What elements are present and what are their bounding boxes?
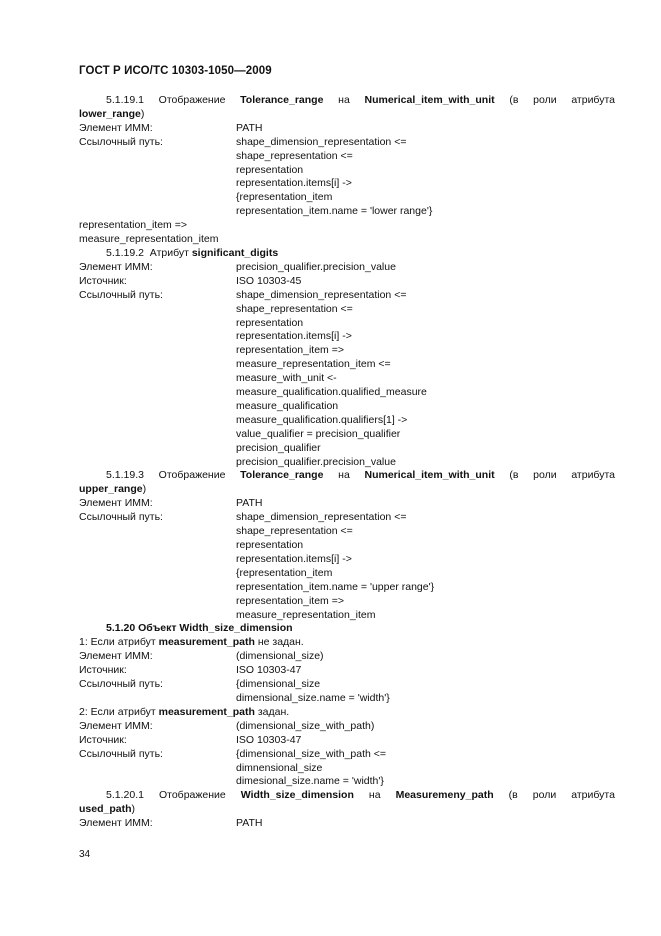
heading-word: на [338, 469, 350, 482]
row-label: Ссылочный путь: [79, 511, 163, 524]
reference-path-line: precision_qualifier.precision_value [236, 455, 396, 468]
reference-path-line: precision_qualifier [236, 441, 321, 454]
row-value: shape_dimension_representation <= [236, 288, 407, 301]
paren: ) [131, 803, 136, 816]
attribute-name: lower_range [79, 107, 141, 120]
reference-path-row [79, 678, 615, 692]
imm-element-row [79, 720, 615, 734]
heading-word: Отображение [158, 789, 226, 802]
clause-5-1-20-heading: 5.1.20 Объект Width_size_dimension [106, 622, 293, 635]
reference-path-row [79, 136, 615, 150]
row-label: Ссылочный путь: [79, 747, 163, 760]
heading-word: на [368, 789, 381, 802]
reference-path-line: representation.items[i] -> [236, 552, 352, 565]
reference-path-line: shape_representation <= [236, 525, 353, 538]
row-value: PATH [236, 497, 263, 510]
clause-5-1-19-2-heading [79, 247, 615, 261]
attribute-name: measurement_path [158, 636, 255, 649]
reference-path-line: measure_with_unit <- [236, 372, 337, 385]
reference-path-line: shape_representation <= [236, 302, 353, 315]
row-label: Элемент ИММ: [79, 817, 153, 830]
reference-path-line: representation [236, 539, 304, 551]
reference-path-line: measure_qualification [236, 399, 339, 412]
paren: ) [142, 483, 147, 496]
target-entity: Numerical_item_with_unit [364, 94, 495, 106]
row-label: Ссылочный путь: [79, 288, 163, 301]
source-entity: Width_size_dimension [240, 789, 354, 802]
row-value: PATH [236, 121, 263, 134]
row-label: Элемент ИММ: [79, 260, 153, 273]
clause-5-1-19-1-heading [79, 94, 615, 108]
reference-path-line: measure_qualification.qualifiers[1] -> [236, 413, 408, 426]
heading-word: на [338, 94, 350, 106]
case-2-condition [79, 706, 615, 720]
reference-path-line: dimesional_size.name = 'width'} [236, 775, 384, 788]
clause-5-1-19-3-heading [79, 469, 615, 483]
condition-text: не задан. [254, 636, 304, 649]
row-label: Элемент ИММ: [79, 650, 153, 663]
attribute-name: used_path [79, 803, 132, 816]
reference-path-line: dimnensional_size [236, 761, 323, 774]
heading-word: Отображение [158, 94, 226, 106]
row-label: Ссылочный путь: [79, 678, 163, 691]
reference-path-line: {representation_item [236, 191, 333, 204]
imm-element-row [79, 817, 615, 831]
reference-path-line: representation.items[i] -> [236, 177, 352, 190]
source-entity: Tolerance_range [240, 94, 324, 106]
heading-word: (в [509, 94, 519, 106]
imm-element-row [79, 122, 615, 136]
imm-element-row [79, 650, 615, 664]
row-value: (dimensional_size_with_path) [236, 719, 375, 732]
heading-word: (в [509, 469, 519, 482]
attribute-name: upper_range [79, 483, 143, 496]
document-body [79, 94, 615, 831]
imm-element-row [79, 261, 615, 275]
row-value: shape_dimension_representation <= [236, 511, 407, 524]
source-row [79, 734, 615, 748]
row-value: {dimensional_size [236, 678, 321, 691]
paren: ) [140, 107, 145, 120]
clause-number: 5.1.19.3 [106, 469, 144, 482]
target-entity: Measuremeny_path [395, 789, 494, 802]
row-label: Элемент ИММ: [79, 497, 153, 510]
row-value: (dimensional_size) [236, 650, 324, 663]
reference-path-line: representation_item => [236, 344, 344, 357]
attribute-name: measurement_path [158, 705, 255, 718]
target-entity: Numerical_item_with_unit [364, 469, 495, 482]
heading-word: атрибута [571, 94, 615, 106]
heading-word: роли [533, 94, 557, 106]
heading-word: Отображение [158, 469, 226, 482]
reference-path-line: representation [236, 316, 304, 329]
reference-path-row [79, 511, 615, 525]
case-1-condition [79, 636, 615, 650]
reference-path-line: representation_item.name = 'upper range'} [236, 580, 435, 593]
row-label: Элемент ИММ: [79, 719, 153, 732]
reference-path-line: shape_representation <= [236, 149, 353, 162]
row-label: Источник: [79, 274, 127, 287]
heading-word: роли [532, 789, 557, 802]
reference-path-line: measure_representation_item [236, 608, 376, 621]
document-header: ГОСТ Р ИСО/ТС 10303-1050—2009 [79, 65, 272, 77]
row-label: Источник: [79, 664, 127, 677]
reference-path-line: {representation_item [236, 566, 333, 579]
reference-path-row [79, 289, 615, 303]
row-value: ISO 10303-45 [236, 274, 302, 287]
reference-path-line: measure_representation_item <= [236, 358, 391, 371]
heading-word: атрибута [571, 789, 615, 802]
condition-text: задан. [254, 705, 290, 718]
clause-5-1-19-1-heading-tail [79, 108, 615, 122]
row-value: shape_dimension_representation <= [236, 135, 407, 148]
reference-path-line: representation.items[i] -> [236, 330, 352, 343]
row-value: ISO 10303-47 [236, 664, 302, 677]
row-label: Источник: [79, 733, 127, 746]
imm-element-row [79, 497, 615, 511]
heading-word: Атрибут [149, 246, 192, 259]
clause-5-1-20-1-heading-tail [79, 803, 615, 817]
clause-number: 5.1.19.2 [106, 246, 144, 259]
condition-text: 1: Если атрибут [79, 636, 159, 649]
reference-path-line: measure_representation_item [79, 233, 219, 246]
clause-number: 5.1.19.1 [106, 94, 144, 106]
row-value: {dimensional_size_with_path <= [236, 747, 387, 760]
heading-word: атрибута [571, 469, 615, 482]
heading-word: роли [533, 469, 557, 482]
condition-text: 2: Если атрибут [79, 705, 159, 718]
clause-5-1-19-3-heading-tail [79, 483, 615, 497]
source-row [79, 664, 615, 678]
row-label: Элемент ИММ: [79, 121, 153, 134]
reference-path-line: representation_item => [79, 219, 187, 232]
attribute-name: significant_digits [191, 246, 279, 259]
row-value: PATH [236, 817, 263, 830]
reference-path-line: representation_item => [236, 594, 344, 607]
reference-path-line: measure_qualification.qualified_measure [236, 386, 427, 399]
reference-path-line: value_qualifier = precision_qualifier [236, 427, 401, 440]
page-number: 34 [79, 849, 91, 860]
reference-path-line: dimensional_size.name = 'width'} [236, 691, 390, 704]
heading-word: (в [508, 789, 518, 802]
reference-path-line: representation [236, 163, 304, 176]
row-label: Ссылочный путь: [79, 135, 163, 148]
row-value: ISO 10303-47 [236, 733, 302, 746]
source-entity: Tolerance_range [240, 469, 324, 482]
clause-5-1-20-1-heading [79, 789, 615, 803]
source-row [79, 275, 615, 289]
reference-path-line: representation_item.name = 'lower range'} [236, 205, 433, 218]
reference-path-row [79, 748, 615, 762]
clause-number: 5.1.20.1 [106, 789, 144, 802]
row-value: precision_qualifier.precision_value [236, 260, 396, 273]
